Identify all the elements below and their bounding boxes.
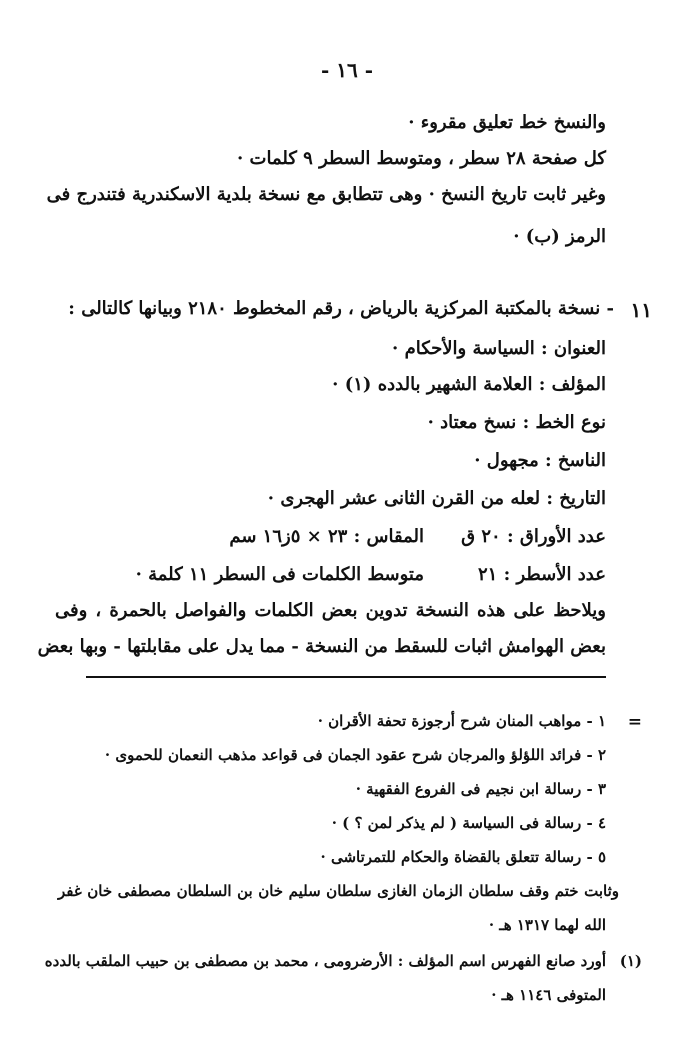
- intro-line: وغير ثابت تاريخ النسخ · وهى تتطابق مع نسخة بلدية الاسكندرية فتندرج فى: [46, 184, 606, 205]
- note-line: ويلاحظ على هذه النسخة تدوين بعض الكلمات والفواصل بالحمرة ، وفى: [55, 600, 606, 621]
- entry-number: ١١: [630, 298, 652, 322]
- waqf-line: الله لهما ١٣١٧ هـ ·: [488, 916, 606, 934]
- footnote-list-item: ٢ - فرائد اللؤلؤ والمرجان شرح عقود الجمان فى قواعد مذهب النعمان للحموى ·: [104, 746, 606, 764]
- footnote-marker: (١): [619, 952, 642, 970]
- footnote-list-item: ١ - مواهب المنان شرح أرجوزة تحفة الأقران ·: [317, 712, 606, 730]
- entry-heading: - نسخة بالمكتبة المركزية بالرياض ، رقم المخطوط ٢١٨٠ وبيانها كالتالى :: [68, 298, 614, 319]
- field-words: متوسط الكلمات فى السطر ١١ كلمة ·: [135, 564, 424, 585]
- field-leaves: عدد الأوراق : ٢٠ ق: [461, 526, 606, 547]
- footnote-continuation-marker: =: [627, 712, 642, 732]
- waqf-line: وثابت ختم وقف سلطان الزمان الغازى سلطان سليم خان بن السلطان مصطفى خان غفر: [58, 882, 619, 900]
- footnote-list-item: ٣ - رسالة ابن نجيم فى الفروع الفقهية ·: [355, 780, 606, 798]
- field-date: التاريخ : لعله من القرن الثانى عشر الهجرى ·: [267, 488, 606, 509]
- page-number: - ١٦ -: [320, 58, 373, 82]
- footnote-list-item: ٥ - رسالة تتعلق بالقضاة والحكام للتمرتاشى ·: [320, 848, 606, 866]
- field-lines: عدد الأسطر : ٢١: [477, 564, 606, 585]
- field-script: نوع الخط : نسخ معتاد ·: [427, 412, 606, 433]
- note-line: بعض الهوامش اثبات للسقط من النسخة - مما يدل على مقابلتها - وبها بعض: [37, 636, 606, 657]
- intro-line: الرمز (ب) ·: [513, 226, 606, 247]
- field-title: العنوان : السياسة والأحكام ·: [392, 338, 606, 359]
- field-author: المؤلف : العلامة الشهير بالدده (١) ·: [332, 374, 606, 395]
- footnote-note-line: أورد صانع الفهرس اسم المؤلف : الأرضرومى ، محمد بن مصطفى بن حبيب الملقب بالدده: [44, 952, 606, 970]
- field-size: المقاس : ٢٣ × ٥ز١٦ سم: [229, 526, 424, 547]
- intro-line: والنسخ خط تعليق مقروء ·: [408, 112, 606, 133]
- footnote-list-item: ٤ - رسالة فى السياسة ( لم يذكر لمن ؟ ) ·: [331, 814, 606, 832]
- intro-line: كل صفحة ٢٨ سطر ، ومتوسط السطر ٩ كلمات ·: [237, 148, 606, 169]
- field-copyist: الناسخ : مجهول ·: [474, 450, 606, 471]
- footnote-note-line: المتوفى ١١٤٦ هـ ·: [491, 986, 606, 1004]
- footnote-separator: [86, 676, 606, 678]
